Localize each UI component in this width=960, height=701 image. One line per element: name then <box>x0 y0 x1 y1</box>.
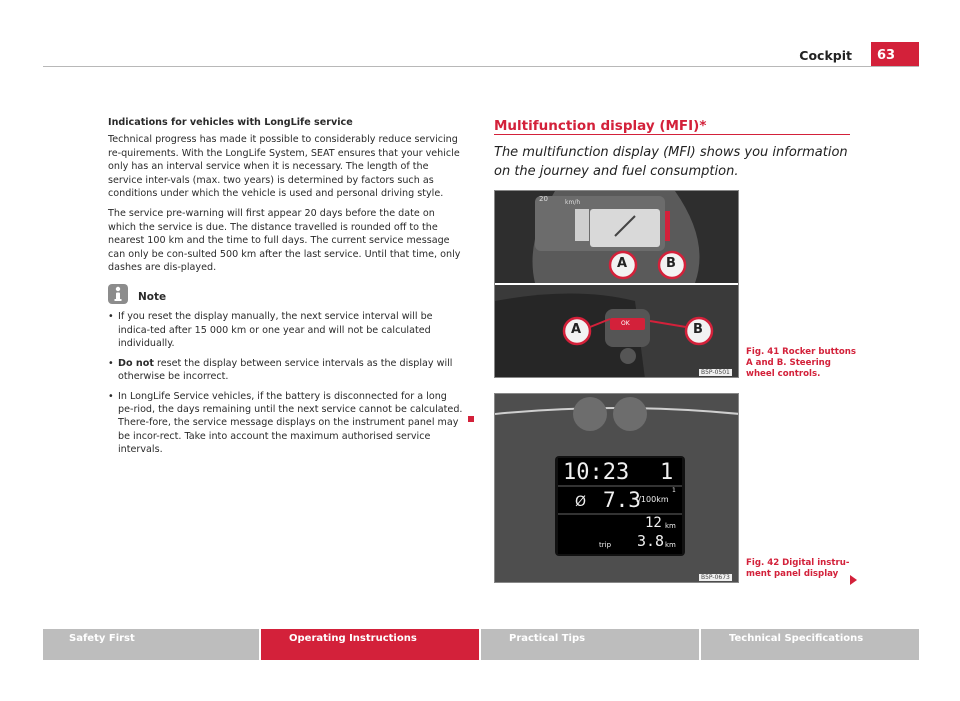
note-bullet <box>108 310 464 350</box>
paragraph-2: The service pre-warning will first appear 20 days before the date on which the service is due. The distance travelled is rounded off to the nearest 100 km and the time to full days. The current service message can only be con-sulted 500 km after the last service. Until that time, only dashes are dis-played. <box>108 208 461 274</box>
steering-wheel-illustration <box>495 191 739 378</box>
page-number: 63 <box>871 42 919 67</box>
figure-code: B5P-0673 <box>701 574 730 581</box>
display-trip: 3.8 <box>637 532 665 550</box>
label-a-top: A <box>617 256 628 271</box>
trip-label: trip <box>599 541 612 549</box>
speedo-unit: km/h <box>565 199 581 206</box>
label-b-bottom: B <box>693 322 703 337</box>
bullet-2-bold: Do not <box>118 357 154 369</box>
mfi-intro: The multifunction display (MFI) shows you information on the journey and fuel consumption. <box>494 145 848 179</box>
display-gear: 1 <box>660 460 674 485</box>
longlife-subheading: Indications for vehicles with LongLife service <box>108 117 353 128</box>
consumption-unit: l/100km <box>636 495 669 504</box>
bullet-2-rest: reset the display between service intervals as the display will otherwise be incorrect. <box>118 357 453 383</box>
figure-42-digital-display <box>494 393 739 583</box>
figure-42-caption: Fig. 42 Digital instru-ment panel display <box>746 558 850 579</box>
label-b-top: B <box>666 256 676 271</box>
info-note-icon <box>108 284 128 304</box>
section-title: Cockpit <box>799 48 852 63</box>
display-clock: 10:23 <box>563 460 630 485</box>
average-symbol: Ø <box>575 494 587 510</box>
continue-arrow-icon <box>850 575 857 585</box>
footer-nav <box>43 629 919 660</box>
left-column <box>108 116 464 463</box>
speedo-tick: 20 <box>539 195 548 203</box>
tab-safety-first[interactable]: Safety First <box>43 629 259 660</box>
note-bullet <box>108 357 464 384</box>
note-heading <box>108 284 464 304</box>
bullet-text-3: In LongLife Service vehicles, if the battery is disconnected for a long pe-riod, the days remaining until the next service cannot be calculated. There-fore, the service message displays on the instrument panel may be incor-rect. Take into account the maximum authorised service intervals. <box>118 390 463 456</box>
title-rule <box>494 134 850 135</box>
bullet-symbol: • <box>108 390 114 402</box>
figure-41-steering-controls <box>494 190 739 378</box>
header-rule <box>43 66 919 67</box>
paragraph-1: Technical progress has made it possible to considerably reduce servicing re-quirements. With the LongLife System, SEAT ensures that your vehicle only has an interval service when it is necessary. The length of the service inter-vals (max. two years) is determined by factors such as conditions under which the vehicle is used and personal driving style. <box>108 134 460 200</box>
note-title: Note <box>138 291 167 304</box>
tab-technical-specifications[interactable]: Technical Specifications <box>701 629 919 660</box>
mfi-title: Multifunction display (MFI)* <box>494 118 707 134</box>
tab-operating-instructions[interactable]: Operating Instructions <box>261 629 479 660</box>
bullet-text-1: If you reset the display manually, the next service interval will be indica-ted after 15 000 km or one year and will not be calculated individually. <box>118 311 433 350</box>
bullet-text-2 <box>118 357 464 384</box>
figure-code: B5P-0501 <box>701 369 730 376</box>
bullet-symbol: • <box>108 311 114 323</box>
display-range: 12 <box>645 515 662 531</box>
bullet-symbol: • <box>108 357 114 369</box>
ok-button-label: OK <box>621 320 630 327</box>
label-a-bottom: A <box>571 322 582 337</box>
display-consumption: 7.3 <box>603 488 641 512</box>
tab-practical-tips[interactable]: Practical Tips <box>481 629 699 660</box>
memory-index: 1 <box>672 487 676 494</box>
trip-unit: km <box>665 541 676 549</box>
section-end-marker <box>468 416 474 422</box>
figure-41-caption: Fig. 41 Rocker buttons A and B. Steering wheel controls. <box>746 347 856 379</box>
note-bullet <box>108 390 464 457</box>
range-unit: km <box>665 522 676 530</box>
